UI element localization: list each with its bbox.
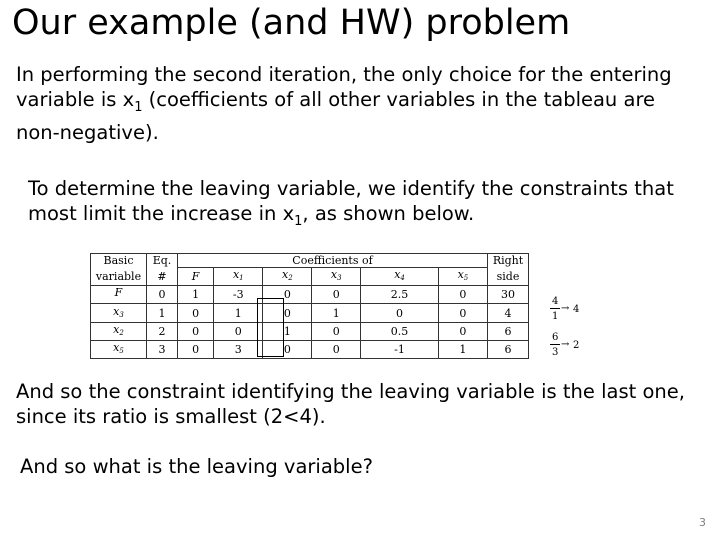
row-eq: 2 <box>147 322 178 340</box>
cell-x4: 0 <box>361 304 439 322</box>
paragraph-constraint-choice: And so the constraint identifying the leaving variable is the last one, since its ratio is smallest (2<4). <box>16 380 685 428</box>
header-side: side <box>488 268 529 286</box>
header-coefficients: Coefficients of <box>178 254 488 268</box>
row-basic-var <box>91 340 147 358</box>
basic-var-sub: 2 <box>119 328 124 337</box>
basic-var-name: x <box>113 304 120 318</box>
cell-x2: 1 <box>263 322 312 340</box>
cell-x2: 0 <box>263 304 312 322</box>
cell-x4: 0.5 <box>361 322 439 340</box>
col-x2-sub: 2 <box>288 274 293 283</box>
cell-x3: 0 <box>312 340 361 358</box>
col-x5-label: x <box>457 268 464 282</box>
cell-x1: -3 <box>214 286 263 304</box>
tableau-header-row-1 <box>91 254 529 268</box>
col-x1-label: x <box>232 268 240 282</box>
cell-x1: 1 <box>214 304 263 322</box>
cell-x2: 0 <box>263 340 312 358</box>
cell-x3: 1 <box>312 304 361 322</box>
col-x2-label: x <box>281 268 289 282</box>
paragraph-leaving-variable <box>28 176 718 234</box>
cell-F: 0 <box>178 304 214 322</box>
cell-x1: 3 <box>214 340 263 358</box>
header-hash: # <box>147 268 178 286</box>
cell-x5: 1 <box>438 340 487 358</box>
row-eq: 0 <box>147 286 178 304</box>
p2-subscript: 1 <box>294 213 303 229</box>
col-x1-sub: 1 <box>239 274 244 283</box>
col-x4-label: x <box>394 268 401 282</box>
header-eq: Eq. <box>147 254 178 268</box>
p1-subscript: 1 <box>134 99 143 115</box>
cell-x5: 0 <box>438 286 487 304</box>
ratio-2-numerator: 6 <box>552 332 559 343</box>
p2-text-after: , as shown below. <box>302 202 475 225</box>
row-basic-var <box>91 286 147 304</box>
ratio-2-fraction-bar <box>550 344 560 345</box>
p1-text-after: (coefficients of all other variables in the tableau are non-negative). <box>16 88 656 144</box>
ratio-1-arrow: → <box>561 303 570 314</box>
simplex-tableau <box>90 253 529 359</box>
ratio-2-arrow: → <box>561 339 570 350</box>
basic-var-name: x <box>113 322 120 336</box>
cell-rhs: 6 <box>488 340 529 358</box>
cell-F: 1 <box>178 286 214 304</box>
row-eq: 1 <box>147 304 178 322</box>
cell-x5: 0 <box>438 304 487 322</box>
cell-x3: 0 <box>312 322 361 340</box>
col-x3-label: x <box>330 268 338 282</box>
paragraph-question: And so what is the leaving variable? <box>20 455 373 478</box>
basic-var-sub: 3 <box>119 310 124 319</box>
cell-x5: 0 <box>438 322 487 340</box>
cell-x2: 0 <box>263 286 312 304</box>
p1-text-before: In performing the second iteration, the only choice for the entering variable is x <box>16 63 672 111</box>
cell-F: 0 <box>178 340 214 358</box>
cell-x4: -1 <box>361 340 439 358</box>
ratio-1-result: 4 <box>573 304 580 315</box>
ratio-1-denominator: 1 <box>552 311 559 322</box>
tableau-header-row-2 <box>91 268 529 286</box>
ratio-2-denominator: 3 <box>552 347 559 358</box>
tableau-row <box>91 286 529 304</box>
cell-F: 0 <box>178 322 214 340</box>
basic-var-name: F <box>114 286 123 300</box>
col-header-x5 <box>438 268 487 286</box>
pivot-column-highlight <box>257 298 284 357</box>
cell-rhs: 6 <box>488 322 529 340</box>
header-right: Right <box>488 254 529 268</box>
cell-rhs: 30 <box>488 286 529 304</box>
header-variable: variable <box>91 268 147 286</box>
col-x3-sub: 3 <box>337 274 342 283</box>
ratio-2-result: 2 <box>573 340 580 351</box>
col-header-x3 <box>312 268 361 286</box>
cell-rhs: 4 <box>488 304 529 322</box>
ratio-1-fraction-bar <box>550 308 560 309</box>
row-eq: 3 <box>147 340 178 358</box>
cell-x4: 2.5 <box>361 286 439 304</box>
tableau-row <box>91 340 529 358</box>
p2-text-before: To determine the leaving variable, we identify the constraints that most limit the increase in x <box>28 177 674 225</box>
col-x5-sub: 5 <box>463 274 469 283</box>
tableau-row <box>91 322 529 340</box>
col-x4-sub: 4 <box>400 274 405 283</box>
slide-title: Our example (and HW) problem <box>12 3 571 43</box>
col-header-x2 <box>263 268 312 286</box>
paragraph-entering-variable <box>16 62 696 145</box>
col-header-x1 <box>214 268 263 286</box>
header-basic: Basic <box>91 254 147 268</box>
col-header-x4 <box>361 268 439 286</box>
cell-x1: 0 <box>214 322 263 340</box>
basic-var-sub: 5 <box>119 346 124 355</box>
page-number: 3 <box>699 516 706 529</box>
ratio-1-numerator: 4 <box>552 296 559 307</box>
col-header-F: F <box>178 268 214 286</box>
row-basic-var <box>91 304 147 322</box>
tableau-row <box>91 304 529 322</box>
row-basic-var <box>91 322 147 340</box>
basic-var-name: x <box>113 340 120 354</box>
cell-x3: 0 <box>312 286 361 304</box>
